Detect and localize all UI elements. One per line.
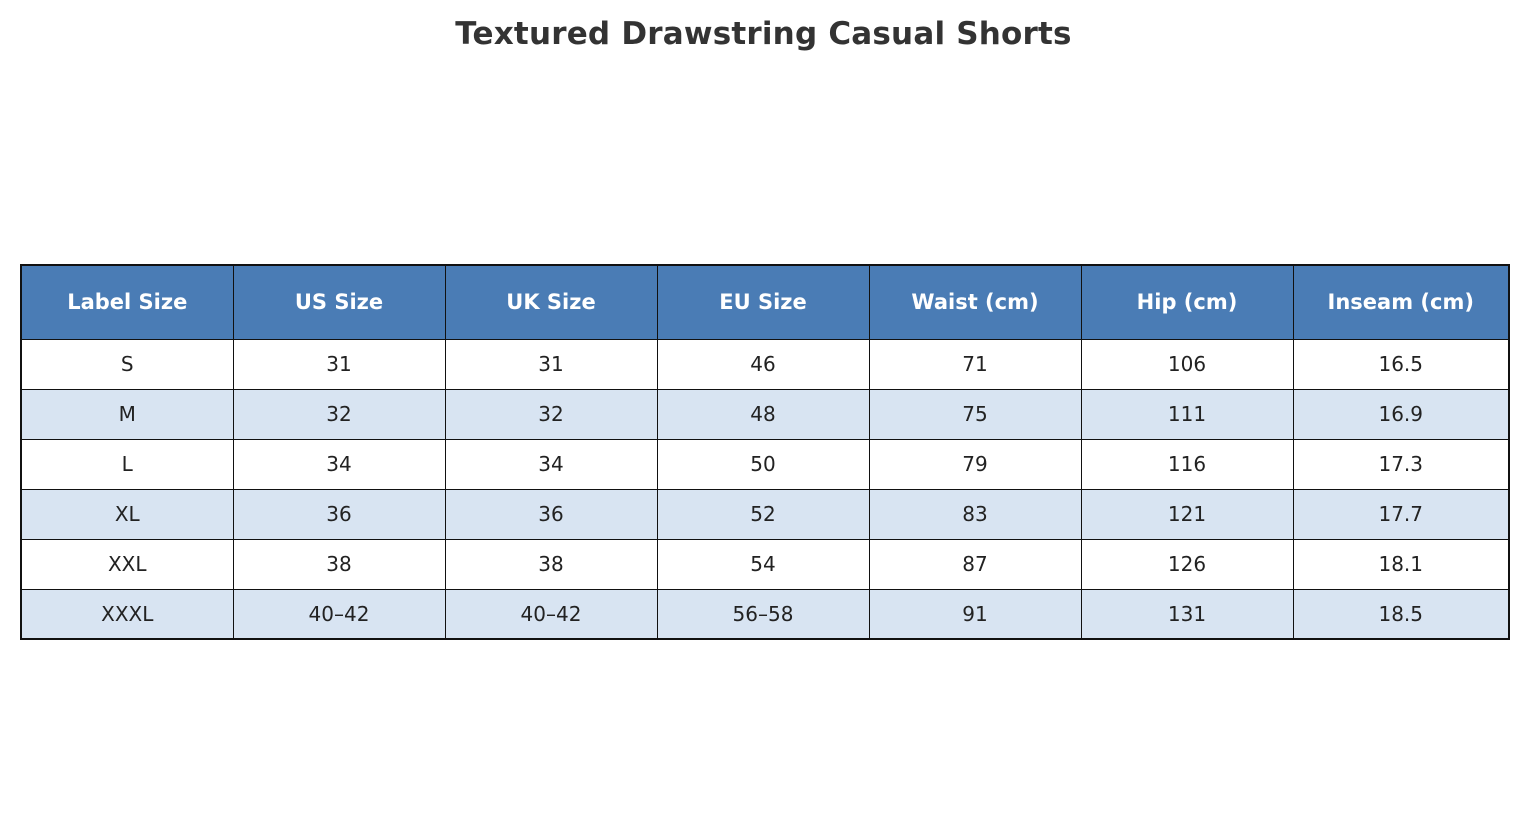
cell-uk-size: 31 bbox=[445, 339, 657, 389]
cell-us-size: 38 bbox=[233, 539, 445, 589]
cell-inseam: 16.5 bbox=[1293, 339, 1509, 389]
table-row bbox=[21, 439, 1509, 489]
table-header bbox=[21, 265, 1509, 339]
cell-hip: 131 bbox=[1081, 589, 1293, 639]
cell-eu-size: 50 bbox=[657, 439, 869, 489]
table-body bbox=[21, 339, 1509, 639]
cell-waist: 83 bbox=[869, 489, 1081, 539]
column-header-us-size: US Size bbox=[233, 265, 445, 339]
cell-hip: 111 bbox=[1081, 389, 1293, 439]
table-row bbox=[21, 339, 1509, 389]
cell-us-size: 34 bbox=[233, 439, 445, 489]
cell-label-size: XXL bbox=[21, 539, 233, 589]
cell-waist: 75 bbox=[869, 389, 1081, 439]
cell-label-size: S bbox=[21, 339, 233, 389]
cell-waist: 87 bbox=[869, 539, 1081, 589]
cell-eu-size: 54 bbox=[657, 539, 869, 589]
cell-inseam: 16.9 bbox=[1293, 389, 1509, 439]
column-header-label-size: Label Size bbox=[21, 265, 233, 339]
column-header-hip: Hip (cm) bbox=[1081, 265, 1293, 339]
cell-label-size: XXXL bbox=[21, 589, 233, 639]
cell-label-size: XL bbox=[21, 489, 233, 539]
cell-us-size: 32 bbox=[233, 389, 445, 439]
table-row bbox=[21, 539, 1509, 589]
column-header-waist: Waist (cm) bbox=[869, 265, 1081, 339]
cell-waist: 91 bbox=[869, 589, 1081, 639]
cell-inseam: 17.7 bbox=[1293, 489, 1509, 539]
cell-uk-size: 40–42 bbox=[445, 589, 657, 639]
page-title: Textured Drawstring Casual Shorts bbox=[455, 16, 1072, 52]
cell-us-size: 36 bbox=[233, 489, 445, 539]
cell-inseam: 18.5 bbox=[1293, 589, 1509, 639]
cell-us-size: 31 bbox=[233, 339, 445, 389]
cell-uk-size: 34 bbox=[445, 439, 657, 489]
cell-label-size: M bbox=[21, 389, 233, 439]
cell-waist: 71 bbox=[869, 339, 1081, 389]
cell-label-size: L bbox=[21, 439, 233, 489]
size-chart-container bbox=[20, 264, 1508, 640]
cell-uk-size: 36 bbox=[445, 489, 657, 539]
cell-us-size: 40–42 bbox=[233, 589, 445, 639]
table-row bbox=[21, 389, 1509, 439]
table-row bbox=[21, 589, 1509, 639]
table-row bbox=[21, 489, 1509, 539]
cell-uk-size: 38 bbox=[445, 539, 657, 589]
column-header-inseam: Inseam (cm) bbox=[1293, 265, 1509, 339]
cell-eu-size: 46 bbox=[657, 339, 869, 389]
cell-inseam: 17.3 bbox=[1293, 439, 1509, 489]
cell-eu-size: 56–58 bbox=[657, 589, 869, 639]
cell-eu-size: 52 bbox=[657, 489, 869, 539]
cell-uk-size: 32 bbox=[445, 389, 657, 439]
column-header-eu-size: EU Size bbox=[657, 265, 869, 339]
table-header-row bbox=[21, 265, 1509, 339]
cell-hip: 116 bbox=[1081, 439, 1293, 489]
cell-hip: 121 bbox=[1081, 489, 1293, 539]
column-header-uk-size: UK Size bbox=[445, 265, 657, 339]
cell-eu-size: 48 bbox=[657, 389, 869, 439]
cell-hip: 126 bbox=[1081, 539, 1293, 589]
size-chart-table bbox=[20, 264, 1510, 640]
cell-hip: 106 bbox=[1081, 339, 1293, 389]
cell-waist: 79 bbox=[869, 439, 1081, 489]
cell-inseam: 18.1 bbox=[1293, 539, 1509, 589]
